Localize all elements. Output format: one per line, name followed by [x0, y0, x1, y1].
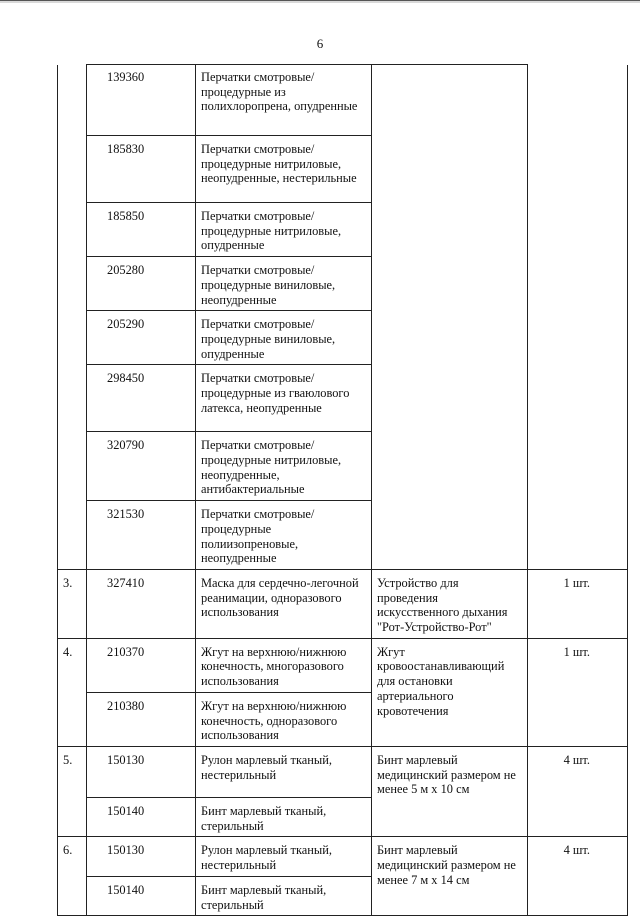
code-cell: 205280 — [87, 257, 196, 311]
name-cell: Рулон марлевый тканый, нестерильный — [196, 746, 372, 797]
name-cell: Перчатки смотровые/процедурные из гваюлового латекса, неопудренные — [196, 365, 372, 432]
quantity-cell: 1 шт. — [528, 638, 628, 746]
number-cell: 4. — [58, 638, 87, 746]
code-cell: 150130 — [87, 837, 196, 876]
name-cell: Перчатки смотровые/процедурные нитриловые, опудренные — [196, 203, 372, 257]
name-cell: Рулон марлевый тканый, нестерильный — [196, 837, 372, 876]
product-cell: Бинт марлевый медицинский размером не менее 5 м х 10 см — [372, 746, 528, 836]
code-cell: 185830 — [87, 136, 196, 203]
name-cell: Жгут на верхнюю/нижнюю конечность, одноразового использования — [196, 692, 372, 746]
quantity-cell: 1 шт. — [528, 569, 628, 638]
name-cell: Перчатки смотровые/процедурные из полихлоропрена, опудренные — [196, 65, 372, 136]
number-cell — [58, 65, 87, 570]
code-cell: 320790 — [87, 432, 196, 501]
name-cell: Перчатки смотровые/процедурные нитриловые, неопудренные, нестерильные — [196, 136, 372, 203]
code-cell: 139360 — [87, 65, 196, 136]
name-cell: Перчатки смотровые/процедурные виниловые, опудренные — [196, 311, 372, 365]
code-cell: 205290 — [87, 311, 196, 365]
product-cell: Бинт марлевый медицинский размером не менее 7 м х 14 см — [372, 837, 528, 916]
code-cell: 327410 — [87, 569, 196, 638]
equipment-table — [57, 64, 628, 916]
product-cell — [372, 65, 528, 570]
name-cell: Жгут на верхнюю/нижнюю конечность, многоразового использования — [196, 638, 372, 692]
scan-edge-line — [0, 0, 640, 1]
code-cell: 150140 — [87, 876, 196, 915]
code-cell: 185850 — [87, 203, 196, 257]
code-cell: 150140 — [87, 797, 196, 836]
quantity-cell: 4 шт. — [528, 837, 628, 916]
number-cell: 3. — [58, 569, 87, 638]
quantity-cell — [528, 65, 628, 570]
table-row — [58, 837, 628, 876]
code-cell: 150130 — [87, 746, 196, 797]
code-cell: 210380 — [87, 692, 196, 746]
table-row — [58, 569, 628, 638]
name-cell: Перчатки смотровые/процедурные нитриловые, неопудренные, антибактериальные — [196, 432, 372, 501]
name-cell: Перчатки смотровые/процедурные виниловые, неопудренные — [196, 257, 372, 311]
page-number: 6 — [316, 36, 324, 51]
name-cell: Бинт марлевый тканый, стерильный — [196, 876, 372, 915]
product-cell: Устройство для проведения искусственного дыхания "Рот-Устройство-Рот" — [372, 569, 528, 638]
name-cell: Маска для сердечно-легочной реанимации, одноразового использования — [196, 569, 372, 638]
code-cell: 321530 — [87, 501, 196, 570]
table-row — [58, 638, 628, 692]
quantity-cell: 4 шт. — [528, 746, 628, 836]
number-cell: 6. — [58, 837, 87, 916]
table-row — [58, 746, 628, 797]
code-cell: 298450 — [87, 365, 196, 432]
code-cell: 210370 — [87, 638, 196, 692]
product-cell: Жгут кровоостанавливающий для остановки артериального кровотечения — [372, 638, 528, 746]
name-cell: Перчатки смотровые/процедурные полиизопреновые, неопудренные — [196, 501, 372, 570]
name-cell: Бинт марлевый тканый, стерильный — [196, 797, 372, 836]
number-cell: 5. — [58, 746, 87, 836]
table-row — [58, 65, 628, 136]
